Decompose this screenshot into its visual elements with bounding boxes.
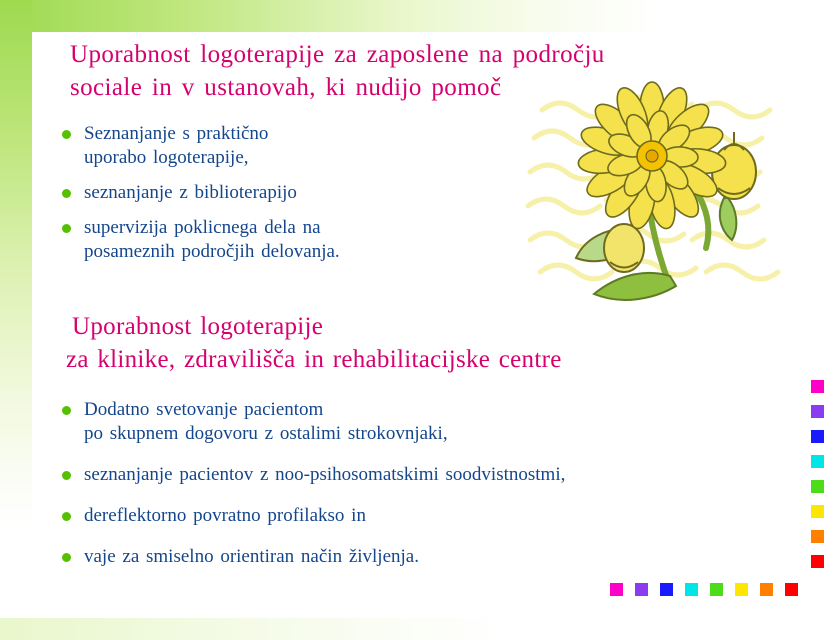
list-item-text (84, 181, 297, 205)
color-square (710, 583, 723, 596)
list-item (62, 216, 542, 264)
list-item-text (84, 398, 448, 446)
list-item-text (84, 504, 366, 528)
bullet-list-clinics (62, 398, 762, 586)
list-item-line1: Dodatno svetovanje pacientom (84, 399, 324, 420)
list-item (62, 504, 762, 528)
list-item-text (84, 216, 340, 264)
bullet-list-employment (62, 122, 542, 275)
decorative-frame-left (0, 0, 32, 640)
color-square (811, 380, 824, 393)
list-item (62, 545, 762, 569)
list-item-line2: uporabo logoterapije, (84, 147, 249, 168)
list-item-text (84, 122, 268, 170)
heading2-line1: Uporabnost logoterapije (72, 313, 324, 340)
list-item-line1: supervizija poklicnega dela na (84, 217, 321, 238)
list-item (62, 181, 542, 205)
bullet-dot-icon (62, 130, 71, 139)
decorative-frame-top (0, 0, 840, 32)
decorative-square-column (811, 380, 824, 580)
bullet-dot-icon (62, 189, 71, 198)
list-item-text (84, 545, 419, 569)
yellow-chrysanthemum-flower-clipart (520, 80, 796, 320)
color-square (785, 583, 798, 596)
bullet-dot-icon (62, 471, 71, 480)
color-square (760, 583, 773, 596)
slide-heading-secondary (66, 310, 792, 376)
color-square (811, 505, 824, 518)
list-item (62, 463, 762, 487)
color-square (610, 583, 623, 596)
list-item-line1: vaje za smiselno orientiran način življenja. (84, 546, 419, 567)
list-item (62, 398, 762, 446)
list-item (62, 122, 542, 170)
bullet-dot-icon (62, 512, 71, 521)
color-square (811, 455, 824, 468)
color-square (685, 583, 698, 596)
bullet-dot-icon (62, 224, 71, 233)
color-square (635, 583, 648, 596)
color-square (811, 430, 824, 443)
decorative-square-row (610, 583, 798, 596)
color-square (660, 583, 673, 596)
heading1-line1: Uporabnost logoterapije za zaposlene na področju (70, 41, 605, 68)
list-item-text (84, 463, 565, 487)
heading1-line2: sociale in v ustanovah, ki nudijo pomoč (70, 74, 502, 101)
list-item-line1: Seznanjanje s praktično (84, 123, 269, 144)
color-square (811, 530, 824, 543)
color-square (735, 583, 748, 596)
color-square (811, 405, 824, 418)
heading2-line2: za klinike, zdravilišča in rehabilitacijske centre (66, 346, 562, 373)
list-item-line1: seznanjanje pacientov z noo-psihosomatskimi soodvistnostmi, (84, 464, 566, 485)
list-item-line2: po skupnem dogovoru z ostalimi strokovnjaki, (84, 423, 448, 444)
list-item-line1: dereflektorno povratno profilakso in (84, 505, 366, 526)
list-item-line2: posameznih področjih delovanja. (84, 241, 340, 262)
color-square (811, 480, 824, 493)
bullet-dot-icon (62, 553, 71, 562)
bullet-dot-icon (62, 406, 71, 415)
list-item-line1: seznanjanje z biblioterapijo (84, 182, 297, 203)
decorative-frame-bottom (0, 618, 840, 640)
color-square (811, 555, 824, 568)
decorative-frame-right (824, 0, 840, 640)
